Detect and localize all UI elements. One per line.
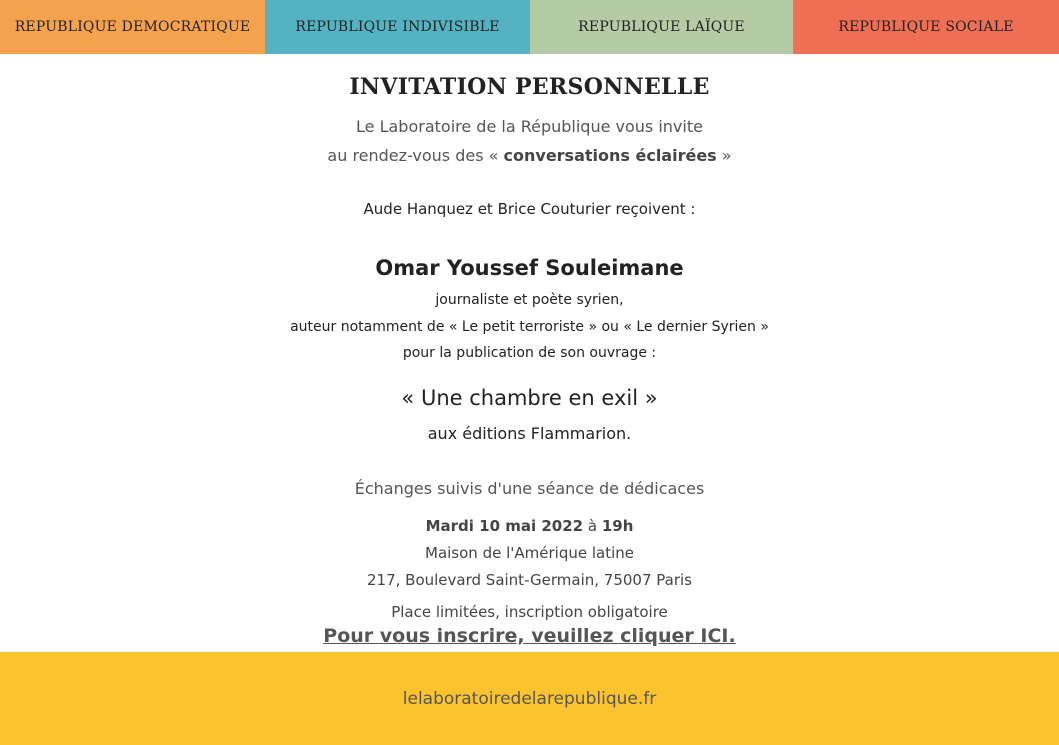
intro-line-1: Le Laboratoire de la République vous invite [356, 117, 703, 136]
event-time: 19h [601, 517, 634, 535]
band-indivisible: REPUBLIQUE INDIVISIBLE [265, 0, 530, 54]
guest-desc-2: auteur notamment de « Le petit terroriste » ou « Le dernier Syrien » [290, 319, 769, 335]
intro-suffix: » [716, 146, 732, 165]
band-sociale: REPUBLIQUE SOCIALE [793, 0, 1059, 54]
band-democratique: REPUBLIQUE DEMOCRATIQUE [0, 0, 265, 54]
book-title: « Une chambre en exil » [401, 386, 658, 410]
event-datetime [0, 517, 1059, 535]
intro-prefix: au rendez-vous des « [327, 146, 504, 165]
guest-name: Omar Youssef Souleimane [375, 256, 684, 280]
guest-desc-1: journaliste et poète syrien, [435, 292, 624, 308]
website-link[interactable]: lelaboratoiredelarepublique.fr [402, 688, 657, 709]
intro-line-2 [0, 146, 1059, 165]
intro-bold: conversations éclairées [503, 146, 717, 165]
band-laique: REPUBLIQUE LAÏQUE [530, 0, 793, 54]
event-date: Mardi 10 mai 2022 [425, 517, 584, 535]
event-venue: Maison de l'Amérique latine [425, 544, 634, 562]
footer-band [0, 652, 1059, 745]
guest-desc-3: pour la publication de son ouvrage : [402, 345, 657, 361]
event-address: 217, Boulevard Saint-Germain, 75007 Paris [367, 571, 692, 589]
register-link[interactable]: Pour vous inscrire, veuillez cliquer ICI. [323, 625, 736, 647]
book-publisher: aux éditions Flammarion. [427, 424, 632, 443]
invitation-title: INVITATION PERSONNELLE [349, 74, 710, 100]
hosts-line: Aude Hanquez et Brice Couturier reçoivent : [363, 200, 696, 218]
event-at: à [583, 517, 602, 535]
exchange-line: Échanges suivis d'une séance de dédicaces [354, 479, 705, 498]
event-notice: Place limitées, inscription obligatoire [391, 603, 668, 621]
